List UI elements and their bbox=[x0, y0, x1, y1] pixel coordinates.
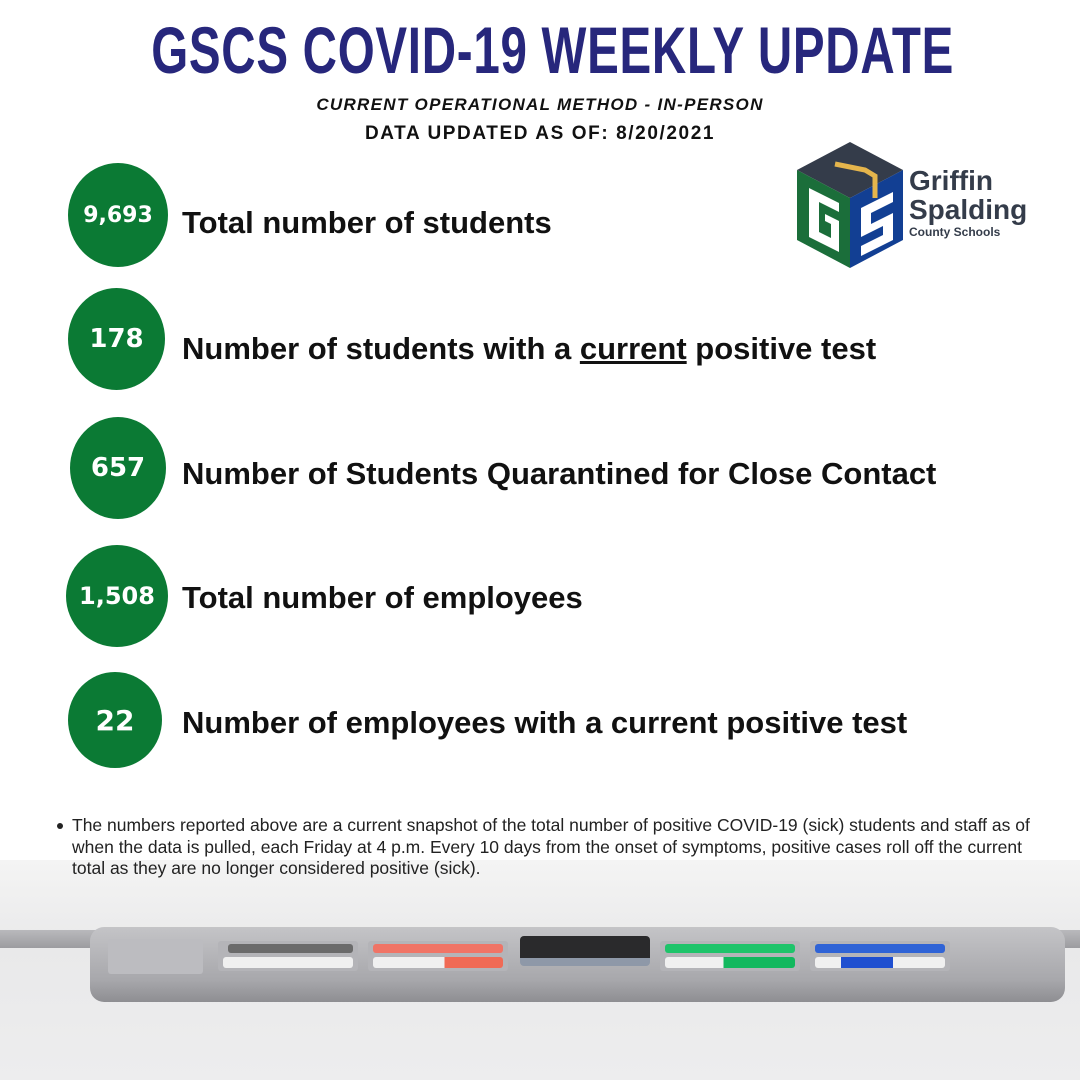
logo-spalding: Spalding bbox=[909, 194, 1028, 225]
gscs-logo bbox=[795, 140, 1055, 270]
label-emphasis: current bbox=[579, 331, 687, 366]
gscs-cube-icon bbox=[795, 140, 910, 270]
stat-value-students-quarantined: 657 bbox=[70, 417, 166, 519]
stat-label-students-positive bbox=[182, 330, 876, 368]
stat-label-students-quarantined: Number of Students Quarantined for Close Contact bbox=[182, 456, 937, 491]
stat-value-students-positive: 178 bbox=[68, 288, 165, 390]
stat-value-employees-positive: 22 bbox=[68, 672, 162, 768]
logo-griffin: Griffin bbox=[909, 165, 993, 196]
marker-tray-photo bbox=[90, 927, 1065, 1002]
stat-value-total-students: 9,693 bbox=[68, 163, 168, 267]
footnote-bullet: The numbers reported above are a current snapshot of the total number of positive COVID-19 (sick) students and staff as of when the data is pulled, each Friday at 4 p.m. Every 10 days from the onset of symptoms, positive cases roll off the current total as they are no longer considered positive (sick). bbox=[72, 815, 1052, 880]
stat-label-total-students: Total number of students bbox=[182, 205, 552, 240]
label-post: positive test bbox=[686, 331, 877, 366]
page-title: GSCS COVID-19 WEEKLY UPDATE bbox=[151, 13, 955, 87]
stat-label-employees-positive: Number of employees with a current positive test bbox=[182, 705, 908, 740]
eraser bbox=[520, 936, 650, 966]
data-updated-date: DATA UPDATED AS OF: 8/20/2021 bbox=[364, 123, 716, 144]
operational-method: CURRENT OPERATIONAL METHOD - IN-PERSON bbox=[316, 95, 764, 114]
stat-label-total-employees: Total number of employees bbox=[182, 580, 583, 615]
logo-county-schools: County Schools bbox=[909, 225, 1001, 239]
label-pre: Number of students with a bbox=[182, 331, 580, 366]
stat-value-total-employees: 1,508 bbox=[66, 545, 168, 647]
